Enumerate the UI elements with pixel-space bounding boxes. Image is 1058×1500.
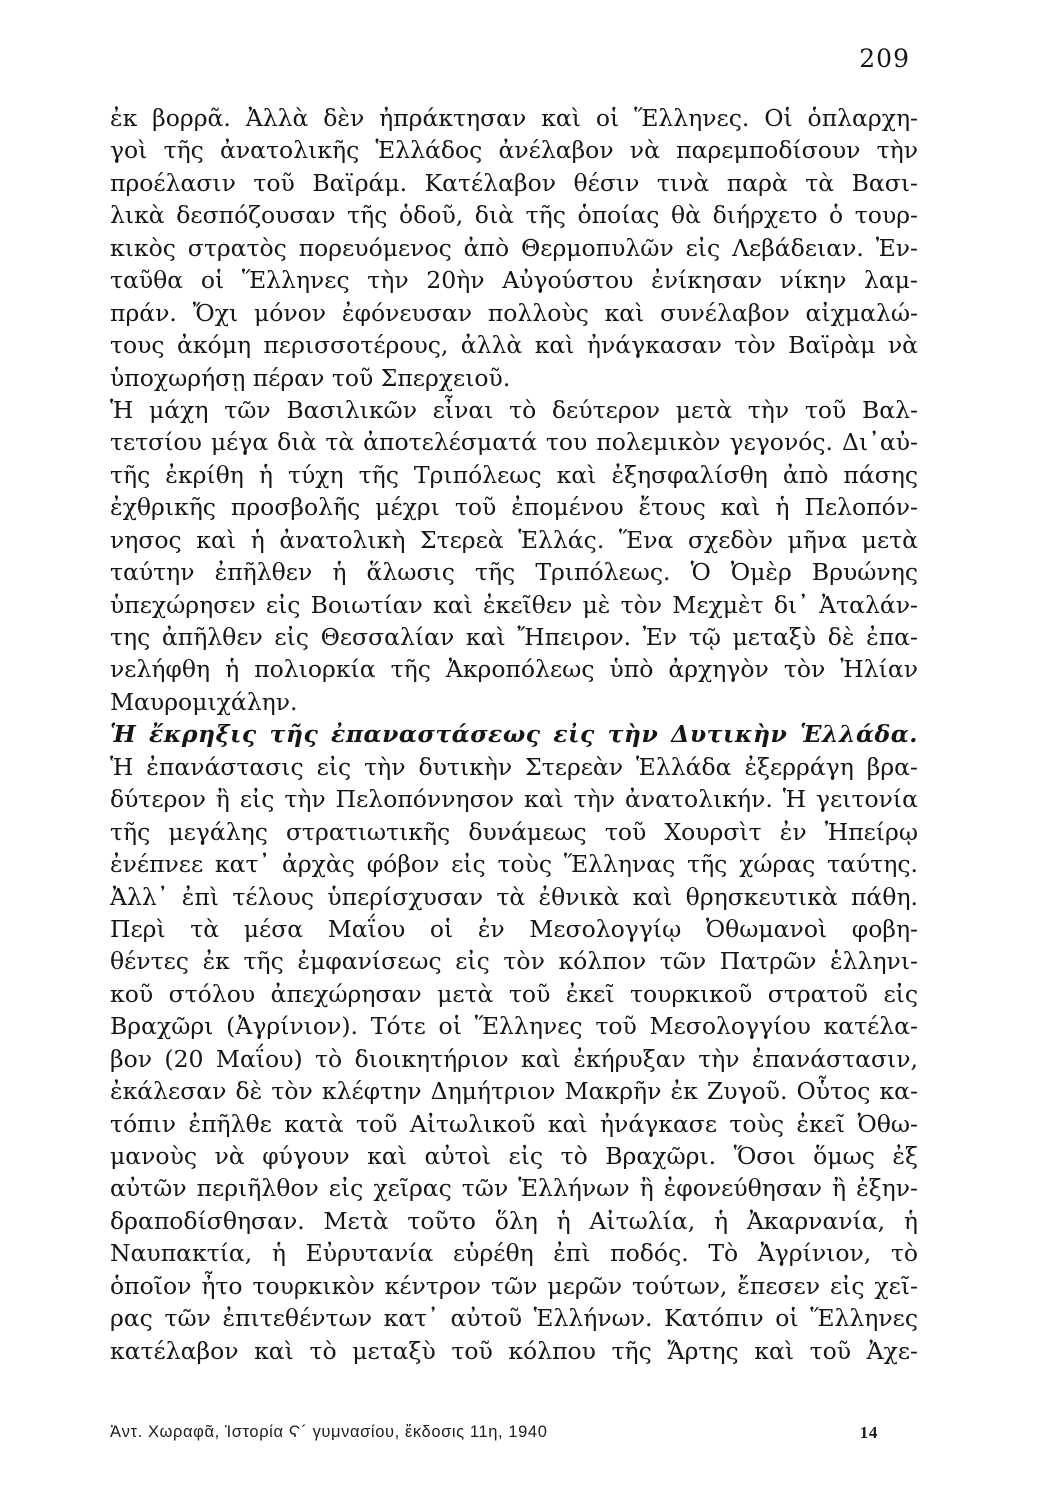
text-line: ἐκάλεσαν δὲ τὸν κλέφτην Δημήτριον Μακρῆν ἐκ Ζυγοῦ. Οὗτος κα-	[110, 1077, 918, 1106]
text-line: Ἡ ἐπανάστασις εἰς τὴν δυτικὴν Στερεὰν Ἑλλάδα ἐξερράγη βρα-	[110, 752, 918, 781]
footer-source: Ἀντ. Χωραφᾶ, Ἱστορία Ϛ´ γυμνασίου, ἔκδοσις 11η, 1940	[110, 1423, 548, 1441]
text-line: νελήφθη ἡ πολιορκία τῆς Ἀκροπόλεως ὑπὸ ἀρχηγὸν τὸν Ἠλίαν	[110, 655, 918, 684]
text-line: ἐνέπνεε κατ᾽ ἀρχὰς φόβον εἰς τοὺς Ἕλληνας τῆς χώρας ταύτης.	[110, 850, 918, 879]
text-line: λικὰ δεσπόζουσαν τῆς ὁδοῦ, διὰ τῆς ὁποίας θὰ διήρχετο ὁ τουρ-	[110, 201, 918, 230]
text-line: πράν. Ὄχι μόνον ἐφόνευσαν πολλοὺς καὶ συνέλαβον αἰχμαλώ-	[110, 298, 918, 327]
text-line: της ἀπῆλθεν εἰς Θεσσαλίαν καὶ Ἤπειρον. Ἐν τῷ μεταξὺ δὲ ἐπα-	[110, 623, 918, 651]
body-text	[110, 102, 918, 1367]
text-line: μανοὺς νὰ φύγουν καὶ αὐτοὶ εἰς τὸ Βραχῶρι. Ὅσοι ὅμως ἐξ	[110, 1142, 918, 1170]
text-line: Μαυρομιχάλην.	[110, 687, 298, 716]
text-line: ὁποῖον ἦτο τουρκικὸν κέντρον τῶν μερῶν τούτων, ἔπεσεν εἰς χεῖ-	[110, 1271, 918, 1300]
text-line: ρας τῶν ἐπιτεθέντων κατ᾽ αὐτοῦ Ἑλλήνων. Κατόπιν οἱ Ἕλληνες	[110, 1304, 918, 1333]
text-line: αὐτῶν περιῆλθον εἰς χεῖρας τῶν Ἑλλήνων ἢ ἐφονεύθησαν ἢ ἐξην-	[110, 1174, 918, 1203]
text-line: Ἀλλ᾽ ἐπὶ τέλους ὑπερίσχυσαν τὰ ἐθνικὰ καὶ θρησκευτικὰ πάθη.	[110, 882, 918, 911]
text-line: θέντες ἐκ τῆς ἐμφανίσεως εἰς τὸν κόλπον τῶν Πατρῶν ἑλληνι-	[110, 947, 918, 976]
text-line: Ναυπακτία, ἡ Εὐρυτανία εὑρέθη ἐπὶ ποδός. Τὸ Ἀγρίνιον, τὸ	[110, 1239, 918, 1268]
text-line: τετσίου μέγα διὰ τὰ ἀποτελέσματά του πολεμικὸν γεγονός. Δι᾽αὐ-	[110, 428, 918, 457]
text-line: Βραχῶρι (Ἀγρίνιον). Τότε οἱ Ἕλληνες τοῦ Μεσολογγίου κατέλα-	[110, 1012, 918, 1041]
text-line: τους ἀκόμη περισσοτέρους, ἀλλὰ καὶ ἠνάγκασαν τὸν Βαϊρὰμ νὰ	[110, 331, 918, 360]
text-line: ἐχθρικῆς προσβολῆς μέχρι τοῦ ἐπομένου ἔτους καὶ ἡ Πελοπόν-	[110, 493, 918, 522]
text-line: κατέλαβον καὶ τὸ μεταξὺ τοῦ κόλπου τῆς Ἄρτης καὶ τοῦ Ἀχε-	[110, 1336, 918, 1365]
text-line: δραποδίσθησαν. Μετὰ τοῦτο ὅλη ἡ Αἰτωλία, ἡ Ἀκαρνανία, ἡ	[110, 1206, 918, 1235]
sheet-number: 14	[859, 1423, 878, 1442]
page-number: 209	[859, 44, 910, 73]
text-line: ὑπεχώρησεν εἰς Βοιωτίαν καὶ ἐκεῖθεν μὲ τὸν Μεχμὲτ δι᾽ Ἀταλάν-	[110, 590, 918, 619]
text-line: προέλασιν τοῦ Βαϊράμ. Κατέλαβον θέσιν τινὰ παρὰ τὰ Βασι-	[110, 168, 918, 197]
section-heading: Ἡ ἔκρηξις τῆς ἐπαναστάσεως εἰς τὴν Δυτικὴν Ἑλλάδα.	[110, 720, 918, 749]
text-line: κικὸς στρατὸς πορευόμενος ἀπὸ Θερμοπυλῶν εἰς Λεβάδειαν. Ἐν-	[110, 233, 918, 262]
text-line: δύτερον ἢ εἰς τὴν Πελοπόννησον καὶ τὴν ἀνατολικήν. Ἡ γειτονία	[110, 785, 918, 814]
text-line: Ἡ μάχη τῶν Βασιλικῶν εἶναι τὸ δεύτερον μετὰ τὴν τοῦ Βαλ-	[110, 395, 918, 424]
text-line: τόπιν ἐπῆλθε κατὰ τοῦ Αἰτωλικοῦ καὶ ἠνάγκασε τοὺς ἐκεῖ Ὀθω-	[110, 1109, 918, 1138]
text-line: ὑποχωρήσῃ πέραν τοῦ Σπερχειοῦ.	[110, 363, 511, 392]
text-line: γοὶ τῆς ἀνατολικῆς Ἑλλάδος ἀνέλαβον νὰ παρεμποδίσουν τὴν	[110, 136, 918, 165]
text-line: ταῦθα οἱ Ἕλληνες τὴν 20ὴν Αὐγούστου ἐνίκησαν νίκην λαμ-	[110, 266, 918, 295]
text-line: νησος καὶ ἡ ἀνατολικὴ Στερεὰ Ἑλλάς. Ἕνα σχεδὸν μῆνα μετὰ	[110, 525, 918, 554]
text-line: ἐκ βορρᾶ. Ἀλλὰ δὲν ἠπράκτησαν καὶ οἱ Ἕλληνες. Οἱ ὁπλαρχη-	[110, 104, 918, 132]
text-line: Περὶ τὰ μέσα Μαΐου οἱ ἐν Μεσολογγίῳ Ὀθωμανοὶ φοβη-	[110, 914, 918, 943]
text-line: βον (20 Μαΐου) τὸ διοικητήριον καὶ ἐκήρυξαν τὴν ἐπανάστασιν,	[110, 1044, 918, 1073]
text-line: τῆς ἐκρίθη ἡ τύχη τῆς Τριπόλεως καὶ ἐξησφαλίσθη ἀπὸ πάσης	[110, 460, 918, 489]
text-line: κοῦ στόλου ἀπεχώρησαν μετὰ τοῦ ἐκεῖ τουρκικοῦ στρατοῦ εἰς	[110, 979, 918, 1008]
text-line: τῆς μεγάλης στρατιωτικῆς δυνάμεως τοῦ Χουρσὶτ ἐν Ἠπείρῳ	[110, 817, 918, 846]
text-line: ταύτην ἐπῆλθεν ἡ ἅλωσις τῆς Τριπόλεως. Ὁ Ὀμὲρ Βρυώνης	[110, 558, 918, 587]
